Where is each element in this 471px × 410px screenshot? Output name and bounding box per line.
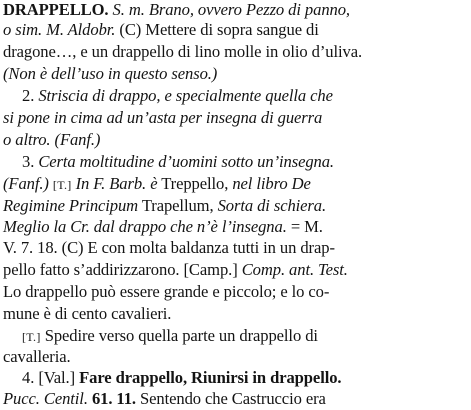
sense-number: 3.: [22, 152, 35, 171]
source-abbrev: In F. Barb.: [75, 174, 147, 193]
quotation: Sentendo che Castruccio era: [140, 389, 326, 408]
quotation: E con molta baldanza tutti in un drap-: [87, 238, 335, 257]
entry-line-11: [3, 217, 323, 238]
definition: Striscia di drappo, e specialmente quella che: [38, 86, 333, 105]
quotation: Spedire verso quella parte un drappello di: [44, 326, 318, 345]
entry-line-18: [22, 368, 341, 389]
variant-word: Treppello,: [161, 174, 229, 193]
source-abbrev: Comp. ant. Test.: [241, 260, 348, 279]
reference: V. 7. 18.: [3, 238, 58, 257]
usage-note: (Non è dell’uso in questo senso.): [3, 64, 218, 83]
entry-line-9: [3, 174, 311, 196]
definition: Sorta di schiera.: [217, 196, 327, 215]
source-title: Regimine Principum: [3, 196, 139, 215]
editor-mark: [T.]: [22, 330, 41, 344]
note: Meglio la Cr. dal drappo che n’è l’insegna.: [3, 217, 287, 236]
editor-mark: [T.]: [52, 178, 72, 192]
entry-line-16: [22, 326, 318, 348]
quotation: mune è di cento cavalieri.: [3, 304, 172, 323]
headword: DRAPPELLO.: [3, 0, 109, 19]
source-abbrev: Pucc. Centil.: [3, 389, 88, 408]
definition: si pone in cima ad un’asta per insegna di guerra: [3, 108, 323, 127]
entry-line-2: [3, 20, 319, 41]
entry-line-5: [22, 86, 333, 107]
grammar-label: S. m.: [112, 0, 145, 19]
citation-mark: [Camp.]: [183, 260, 238, 279]
phrase: Fare drappello, Riunirsi in drappello.: [79, 368, 342, 387]
source-abbrev: M. Aldobr.: [46, 20, 116, 39]
quotation: Lo drappello può essere grande e piccolo; e lo co-: [3, 282, 330, 301]
entry-line-3: [3, 42, 362, 63]
citation-mark: (Fanf.): [54, 130, 101, 149]
reference: 61. 11.: [91, 389, 136, 408]
entry-line-17: [3, 347, 71, 368]
cross-ref: = M.: [290, 217, 323, 236]
definition: Brano, ovvero Pezzo di panno,: [148, 0, 350, 19]
sense-number: 2.: [22, 86, 35, 105]
entry-line-4: [3, 64, 217, 85]
sense-number: 4.: [22, 368, 35, 387]
quotation: pello fatto s’addirizzarono.: [3, 260, 180, 279]
quotation: Mettere di sopra sangue di: [145, 20, 319, 39]
entry-line-10: [3, 196, 326, 217]
text-fragment: nel libro De: [232, 174, 311, 193]
entry-line-12: [3, 238, 335, 259]
entry-line-19: [3, 389, 326, 410]
entry-line-1: [3, 0, 350, 21]
entry-line-6: [3, 108, 322, 129]
quotation: dragone…, e un drappello di lino molle in olio d’uliva.: [3, 42, 363, 61]
entry-line-13: [3, 260, 348, 281]
citation-mark: [Val.]: [38, 368, 76, 387]
entry-line-14: [3, 282, 329, 303]
qualifier: o sim.: [3, 20, 43, 39]
citation-mark: (C): [61, 238, 84, 257]
entry-line-15: [3, 304, 171, 325]
definition: o altro.: [3, 130, 51, 149]
entry-line-7: [3, 130, 100, 151]
variant-word: Trapellum,: [141, 196, 214, 215]
text-fragment: è: [150, 174, 158, 193]
citation-mark: (Fanf.): [3, 174, 49, 193]
entry-line-8: [22, 152, 334, 173]
definition: Certa moltitudine d’uomini sotto un’insegna.: [38, 152, 334, 171]
quotation: cavalleria.: [3, 347, 71, 366]
citation-mark: (C): [119, 20, 142, 39]
